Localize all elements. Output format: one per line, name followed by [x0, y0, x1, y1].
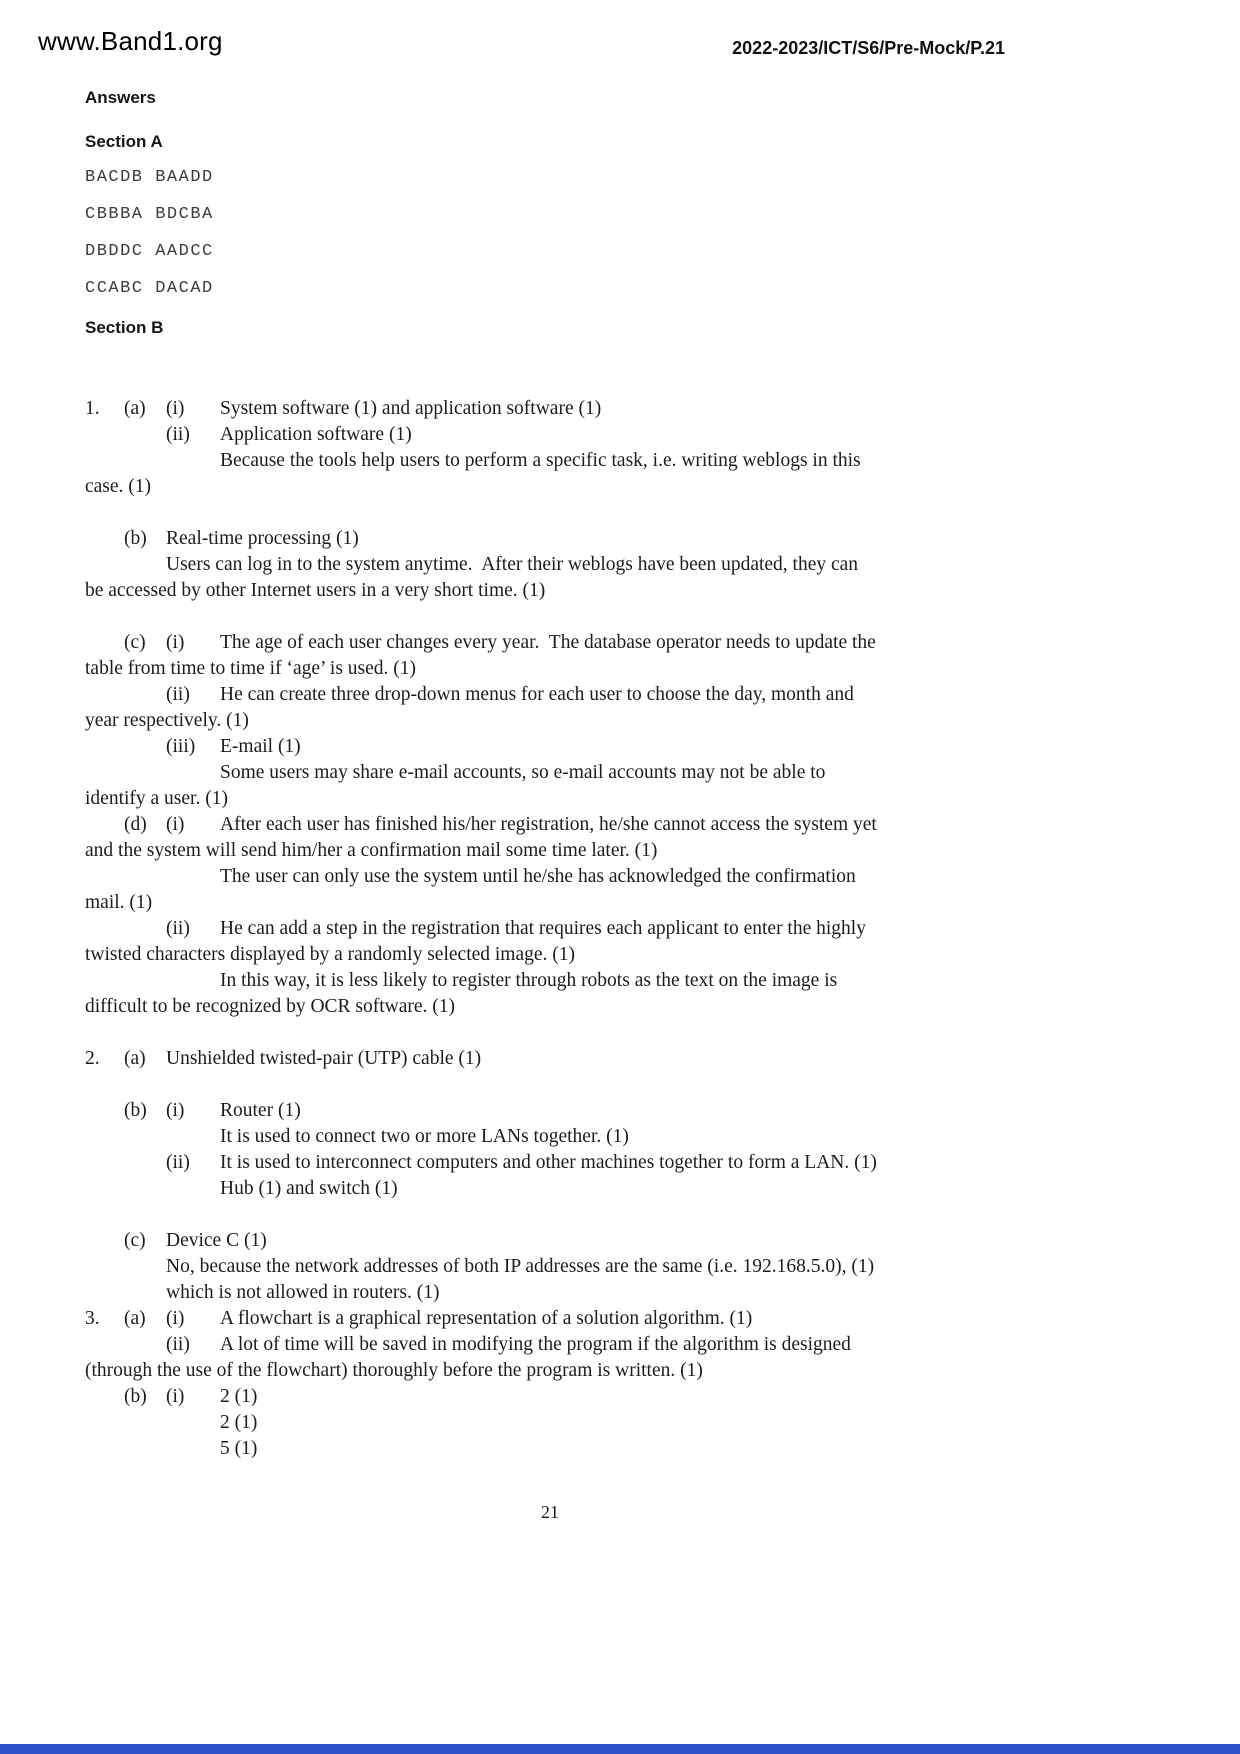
answer-line: [85, 734, 1015, 760]
answer-line-segment: System software (1) and application software (1): [220, 398, 602, 419]
answer-line-segment: (i): [166, 1308, 185, 1329]
answer-line-blank: [85, 604, 1015, 630]
answer-line-segment: and the system will send him/her a confirmation mail some time later. (1): [85, 840, 658, 861]
answer-line: [85, 864, 1015, 890]
answer-line: [85, 708, 1015, 734]
answer-line: [85, 1124, 1015, 1150]
answer-line: [85, 968, 1015, 994]
answer-line-segment: (i): [166, 1100, 185, 1121]
answer-line-segment: Because the tools help users to perform a specific task, i.e. writing weblogs in this: [220, 450, 861, 471]
answer-line-segment: He can add a step in the registration that requires each applicant to enter the highly: [220, 918, 866, 939]
answer-line-segment: (ii): [166, 918, 190, 939]
answer-line-segment: (b): [124, 528, 147, 549]
section-b-title: Section B: [85, 318, 164, 337]
answer-line-segment: After each user has finished his/her registration, he/she cannot access the system yet: [220, 814, 877, 835]
answer-line-segment: No, because the network addresses of both IP addresses are the same (i.e. 192.168.5.0), (1): [166, 1256, 875, 1277]
answer-line: [85, 1150, 1015, 1176]
answer-line: [85, 448, 1015, 474]
site-logo-text: www.Band1.org: [38, 26, 223, 56]
answer-line: [85, 812, 1015, 838]
section-a-title: Section A: [85, 132, 163, 151]
answer-line: [85, 1176, 1015, 1202]
answer-line: [85, 656, 1015, 682]
answer-line-segment: mail. (1): [85, 892, 153, 913]
answer-line-segment: (iii): [166, 736, 196, 757]
answer-key-row: DBDDC AADCC: [85, 242, 214, 261]
answer-line-segment: 3.: [85, 1308, 100, 1329]
answer-line: [85, 1280, 1015, 1306]
answer-line-segment: (i): [166, 398, 185, 419]
answer-line-segment: Application software (1): [220, 424, 412, 445]
answer-line-segment: (ii): [166, 424, 190, 445]
answer-line: [85, 1332, 1015, 1358]
answer-line: [85, 916, 1015, 942]
answer-line-segment: Unshielded twisted-pair (UTP) cable (1): [166, 1048, 482, 1069]
answer-line-segment: (i): [166, 814, 185, 835]
answer-line-segment: case. (1): [85, 476, 152, 497]
answer-line: [85, 396, 1015, 422]
answers-title: Answers: [85, 88, 156, 107]
answer-line-segment: twisted characters displayed by a randomly selected image. (1): [85, 944, 576, 965]
answer-line-blank: [85, 500, 1015, 526]
answer-line: [85, 1358, 1015, 1384]
answer-line-segment: (through the use of the flowchart) thoroughly before the program is written. (1): [85, 1360, 703, 1381]
answer-line-segment: Users can log in to the system anytime. After their weblogs have been updated, they can: [166, 554, 859, 575]
answer-line-segment: (ii): [166, 684, 190, 705]
answer-line: [85, 1254, 1015, 1280]
answer-line: [85, 1436, 1015, 1462]
answer-line-blank: [85, 1202, 1015, 1228]
section-b-lines: [85, 396, 1015, 1462]
answer-line-segment: year respectively. (1): [85, 710, 249, 731]
answer-line-blank: [85, 1020, 1015, 1046]
answer-line-segment: A lot of time will be saved in modifying the program if the algorithm is designed: [220, 1334, 851, 1355]
answer-line: [85, 786, 1015, 812]
answer-line: [85, 422, 1015, 448]
answer-line-segment: He can create three drop-down menus for each user to choose the day, month and: [220, 684, 854, 705]
answer-line-segment: which is not allowed in routers. (1): [166, 1282, 440, 1303]
answer-line-segment: 2 (1): [220, 1412, 258, 1433]
answer-line: [85, 1046, 1015, 1072]
answer-line-segment: The age of each user changes every year. The database operator needs to update the: [220, 632, 876, 653]
page-number: 21: [541, 1502, 559, 1522]
answer-line-segment: (ii): [166, 1152, 190, 1173]
answer-line: [85, 942, 1015, 968]
answer-line-segment: (c): [124, 632, 146, 653]
answer-key-row: CBBBA BDCBA: [85, 205, 214, 224]
answer-line-segment: identify a user. (1): [85, 788, 228, 809]
answer-line-segment: It is used to connect two or more LANs together. (1): [220, 1126, 629, 1147]
answer-line-segment: 2 (1): [220, 1386, 258, 1407]
answer-line-segment: It is used to interconnect computers and other machines together to form a LAN. (1): [220, 1152, 877, 1173]
answer-line-segment: (b): [124, 1100, 147, 1121]
answer-line-segment: (i): [166, 1386, 185, 1407]
answer-line-segment: 1.: [85, 398, 100, 419]
answer-line-blank: [85, 1072, 1015, 1098]
answer-line: [85, 578, 1015, 604]
answer-line-segment: Hub (1) and switch (1): [220, 1178, 398, 1199]
answer-line-segment: (a): [124, 1308, 146, 1329]
answer-line-segment: (b): [124, 1386, 147, 1407]
answer-line-segment: table from time to time if ‘age’ is used. (1): [85, 658, 417, 679]
answer-line-segment: Router (1): [220, 1100, 301, 1121]
answer-line-segment: (i): [166, 632, 185, 653]
bottom-accent-bar: [0, 1744, 1240, 1754]
answer-line-segment: Device C (1): [166, 1230, 267, 1251]
answer-line: [85, 630, 1015, 656]
answer-line-segment: be accessed by other Internet users in a very short time. (1): [85, 580, 546, 601]
answer-line: [85, 1306, 1015, 1332]
answer-line: [85, 760, 1015, 786]
answer-line: [85, 1228, 1015, 1254]
answer-line-segment: (d): [124, 814, 147, 835]
answer-line: [85, 890, 1015, 916]
section-a-answer-key: [85, 168, 1015, 316]
answer-line-segment: (a): [124, 1048, 146, 1069]
answer-line-segment: Some users may share e-mail accounts, so e-mail accounts may not be able to: [220, 762, 826, 783]
answer-line: [85, 994, 1015, 1020]
answer-key-row: BACDB BAADD: [85, 168, 214, 187]
doc-reference: 2022-2023/ICT/S6/Pre-Mock/P.21: [732, 38, 1005, 58]
answer-line-segment: (a): [124, 398, 146, 419]
answer-line-segment: In this way, it is less likely to register through robots as the text on the image is: [220, 970, 838, 991]
answer-line: [85, 1384, 1015, 1410]
answers-content: [85, 88, 1015, 1462]
answer-line: [85, 1098, 1015, 1124]
answer-line: [85, 838, 1015, 864]
answer-line-segment: 2.: [85, 1048, 100, 1069]
answer-key-row: CCABC DACAD: [85, 279, 214, 298]
answer-line: [85, 552, 1015, 578]
answer-line-segment: A flowchart is a graphical representation of a solution algorithm. (1): [220, 1308, 753, 1329]
answer-line-segment: E-mail (1): [220, 736, 301, 757]
answer-line-segment: (ii): [166, 1334, 190, 1355]
answer-line-segment: The user can only use the system until he/she has acknowledged the confirmation: [220, 866, 856, 887]
answer-line: [85, 526, 1015, 552]
answer-line-segment: 5 (1): [220, 1438, 258, 1459]
answer-line: [85, 1410, 1015, 1436]
answer-line: [85, 474, 1015, 500]
answer-line: [85, 682, 1015, 708]
answer-line-segment: (c): [124, 1230, 146, 1251]
answer-line-segment: Real-time processing (1): [166, 528, 359, 549]
answer-line-segment: difficult to be recognized by OCR software. (1): [85, 996, 456, 1017]
